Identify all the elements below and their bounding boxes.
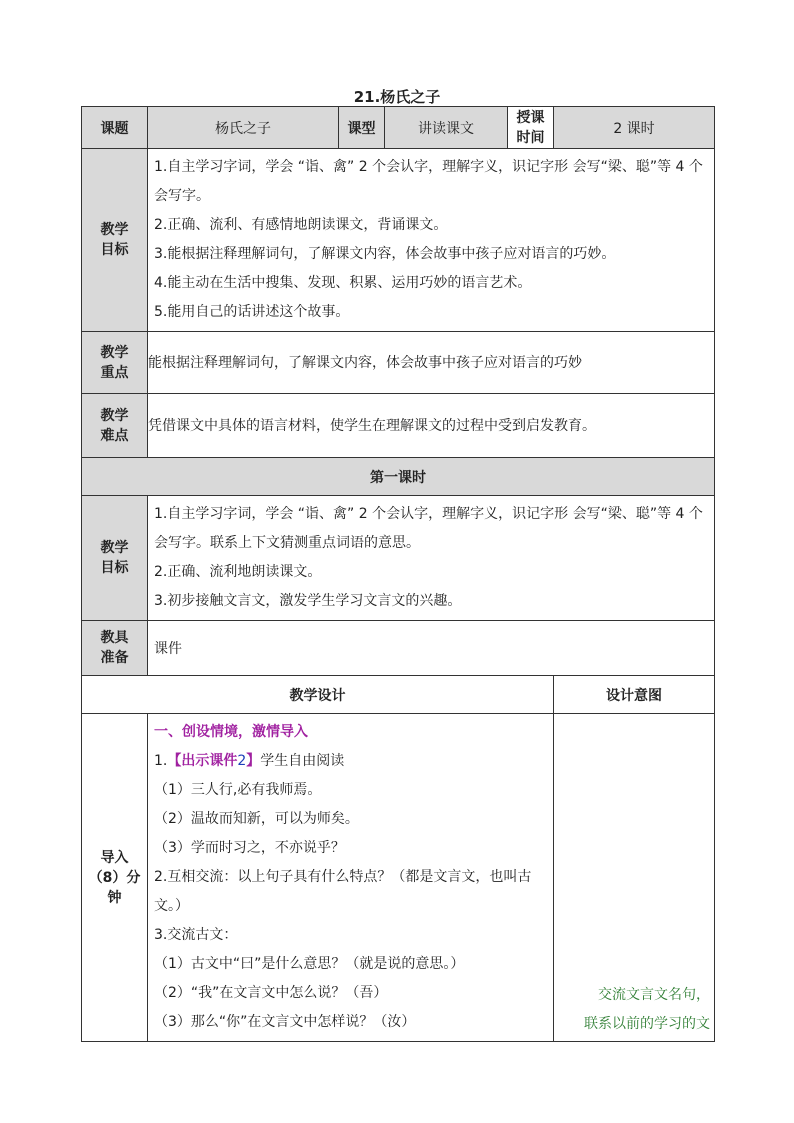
time-label-line-1: 授课 bbox=[516, 109, 545, 126]
goal-item: 3.能根据注释理解词句，了解课文内容，体会故事中孩子应对语言的巧妙。 bbox=[154, 246, 616, 262]
step3-item: （1）古文中“曰”是什么意思？（就是说的意思。） bbox=[154, 956, 465, 972]
key-point-label bbox=[82, 332, 148, 394]
stage-label bbox=[82, 714, 148, 1042]
difficulty-label-line-1: 教学 bbox=[100, 407, 129, 424]
difficulty-row bbox=[82, 394, 715, 458]
type-label: 课型 bbox=[339, 107, 385, 149]
difficulty-label-line-2: 难点 bbox=[100, 427, 129, 444]
courseware-number: 2 bbox=[237, 753, 247, 769]
lesson1-goal-item: 2.正确、流利地朗读课文。 bbox=[154, 564, 322, 580]
stage-label-line-3: 钟 bbox=[107, 889, 122, 906]
goal-item: 4.能主动在生活中搜集、发现、积累、运用巧妙的语言艺术。 bbox=[154, 275, 532, 291]
intent-header: 设计意图 bbox=[554, 676, 715, 714]
lesson1-goal-item: 1.自主学习字词，学会 “诣、禽” 2 个会认字，理解字义，识记字形 会写“梁、聪”等 4 个会写字。联系上下文猜测重点词语的意思。 bbox=[154, 506, 703, 551]
difficulty-text: 凭借课文中具体的语言材料，使学生在理解课文的过程中受到启发教育。 bbox=[148, 394, 715, 458]
topic-value: 杨氏之子 bbox=[148, 107, 339, 149]
goals-label-line-1: 教学 bbox=[100, 222, 129, 238]
courseware-tag-close: 】 bbox=[246, 753, 261, 769]
goal-item: 2.正确、流利、有感情地朗读课文，背诵课文。 bbox=[154, 217, 448, 233]
goals-label-line-2: 目标 bbox=[100, 242, 129, 258]
lesson1-title: 第一课时 bbox=[82, 458, 715, 496]
quote-item: （2）温故而知新，可以为师矣。 bbox=[154, 811, 359, 827]
key-point-label-line-2: 重点 bbox=[100, 364, 129, 381]
goal-item: 5.能用自己的话讲述这个故事。 bbox=[154, 304, 350, 320]
step-2: 2.互相交流：以上句子具有什么特点？（都是文言文，也叫古文。） bbox=[154, 869, 532, 914]
stage-label-line-2: （8）分 bbox=[88, 869, 141, 886]
goals-content bbox=[148, 149, 715, 332]
key-point-text: 能根据注释理解词句，了解课文内容，体会故事中孩子应对语言的巧妙 bbox=[148, 332, 715, 394]
step1-prefix: 1. bbox=[154, 753, 168, 769]
step3-item: （2）“我”在文言文中怎么说？（吾） bbox=[154, 985, 388, 1001]
lesson1-goals-label-line-2: 目标 bbox=[100, 560, 129, 576]
goals-row bbox=[82, 149, 715, 332]
goal-item: 1.自主学习字词，学会 “诣、禽” 2 个会认字，理解字义，识记字形 会写“梁、聪”等 4 个会写字。 bbox=[154, 159, 703, 204]
time-label-line-2: 时间 bbox=[516, 129, 545, 146]
intent-content bbox=[554, 714, 715, 1042]
page-title: 21.杨氏之子 bbox=[353, 88, 441, 106]
time-label bbox=[508, 107, 554, 149]
key-point-row bbox=[82, 332, 715, 394]
design-content bbox=[148, 714, 554, 1042]
tools-label-line-1: 教具 bbox=[100, 630, 129, 646]
key-point-label-line-1: 教学 bbox=[100, 344, 129, 361]
lesson1-goals-label bbox=[82, 496, 148, 621]
design-header-row bbox=[82, 676, 715, 714]
design-header: 教学设计 bbox=[82, 676, 554, 714]
section-title: 一、创设情境，激情导入 bbox=[154, 724, 308, 740]
courseware-tag-open: 【出示课件 bbox=[167, 753, 238, 769]
tools-text: 课件 bbox=[148, 621, 715, 676]
lesson1-goals-row bbox=[82, 496, 715, 621]
step1-text: 学生自由阅读 bbox=[260, 753, 345, 769]
type-value: 讲读课文 bbox=[385, 107, 508, 149]
step3-item: （3）那么“你”在文言文中怎样说？（汝） bbox=[154, 1014, 416, 1030]
tools-row bbox=[82, 621, 715, 676]
lesson1-goals-content bbox=[148, 496, 715, 621]
time-value: 2 课时 bbox=[554, 107, 715, 149]
lesson1-goal-item: 3.初步接触文言文，激发学生学习文言文的兴趣。 bbox=[154, 593, 462, 609]
tools-label bbox=[82, 621, 148, 676]
lesson1-title-row bbox=[82, 458, 715, 496]
step-1 bbox=[154, 747, 549, 776]
topic-label: 课题 bbox=[82, 107, 148, 149]
difficulty-label bbox=[82, 394, 148, 458]
header-row bbox=[82, 107, 715, 149]
intro-stage-row bbox=[82, 714, 715, 1042]
lesson1-goals-label-line-1: 教学 bbox=[100, 540, 129, 556]
quote-item: （1）三人行,必有我师焉。 bbox=[154, 782, 322, 798]
goals-label bbox=[82, 149, 148, 332]
lesson-plan-table bbox=[81, 106, 715, 1042]
stage-label-line-1: 导入 bbox=[100, 849, 129, 866]
intent-line: 交流文言文名句， bbox=[598, 987, 711, 1003]
step-3: 3.交流古文： bbox=[154, 927, 238, 943]
quote-item: （3）学而时习之，不亦说乎？ bbox=[154, 840, 345, 856]
intent-line: 联系以前的学习的文 bbox=[584, 1016, 711, 1032]
tools-label-line-2: 准备 bbox=[100, 650, 129, 666]
